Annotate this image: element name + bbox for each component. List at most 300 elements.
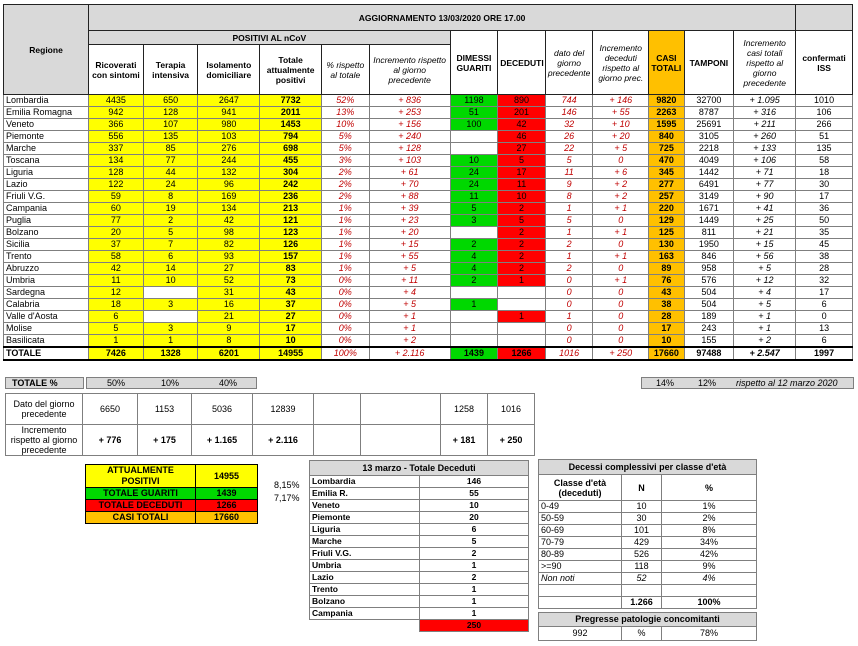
pathologies-symbol: %: [622, 627, 662, 641]
cell-cinc: + 12: [734, 275, 796, 287]
cell-perc: 0%: [322, 323, 370, 335]
cell-dec: 42: [498, 119, 546, 131]
cell-casi: 163: [649, 251, 684, 263]
cell-dec: 46: [498, 131, 546, 143]
legend-row-deceduti: [86, 500, 258, 512]
cell-name: Marche: [4, 143, 89, 155]
cell-ric: 942: [89, 107, 144, 119]
totale-pct-label-box: [5, 377, 84, 389]
cell-dinc: + 1: [593, 227, 649, 239]
cell-cinc: + 21: [734, 227, 796, 239]
cell-tot: 73: [260, 275, 322, 287]
deceased-value: 2: [420, 548, 529, 560]
cell-cinc: + 4: [734, 287, 796, 299]
cell-dinc: + 55: [593, 107, 649, 119]
region-row: [4, 167, 853, 179]
cell-prev: 2: [545, 239, 593, 251]
prev-iso: 5036: [192, 394, 253, 425]
cell-ter: 10: [143, 275, 198, 287]
cell-dec: 11: [498, 179, 546, 191]
cell-prev: 1: [545, 227, 593, 239]
cell-perc: 1%: [322, 215, 370, 227]
deceased-row: [310, 548, 529, 560]
region-row: [4, 203, 853, 215]
cell-perc: 13%: [322, 107, 370, 119]
incr-dec: + 250: [488, 425, 535, 456]
age-pct: 4%: [662, 573, 757, 585]
deceased-by-region-table: [309, 460, 529, 632]
cell-tot: 236: [260, 191, 322, 203]
cell-prev: 5: [545, 215, 593, 227]
cell-iso: 21: [198, 311, 260, 323]
cell-ric: 366: [89, 119, 144, 131]
region-row: [4, 311, 853, 323]
cell-casi: 43: [649, 287, 684, 299]
cell-iso: 16: [198, 299, 260, 311]
cell-perc: 2%: [322, 167, 370, 179]
cell-incr: + 23: [369, 215, 450, 227]
cell-prev: 0: [545, 335, 593, 348]
region-row: [4, 275, 853, 287]
age-title: Decessi complessivi per classe d'età: [539, 460, 757, 475]
cell-casi: 130: [649, 239, 684, 251]
deceased-row: [310, 560, 529, 572]
cell-perc: 1%: [322, 251, 370, 263]
cell-tamp: 155: [684, 335, 734, 348]
cell-iss: 13: [796, 323, 853, 335]
cell-dinc: + 146: [593, 95, 649, 107]
age-class-table: [538, 459, 757, 609]
cell-iss: 58: [796, 155, 853, 167]
cell-dec: [498, 323, 546, 335]
cell-ter: 7: [143, 239, 198, 251]
tamp-pct: 12%: [698, 378, 717, 388]
pathologies-table: [538, 612, 757, 641]
cell-iso: 103: [198, 131, 260, 143]
cell-prev: 146: [545, 107, 593, 119]
cell-dec: 1: [498, 311, 546, 323]
cell-tot: 1453: [260, 119, 322, 131]
cell-iso: 2647: [198, 95, 260, 107]
cell-tot: 83: [260, 263, 322, 275]
cell-dinc: 0: [593, 299, 649, 311]
cell-ter: 3: [143, 299, 198, 311]
cell-ric: 337: [89, 143, 144, 155]
cell-dec: 2: [498, 251, 546, 263]
cell-iso: 169: [198, 191, 260, 203]
cell-casi: 257: [649, 191, 684, 203]
age-row: [539, 537, 757, 549]
cell-dim: 3: [450, 215, 498, 227]
cell-cinc: + 25: [734, 215, 796, 227]
age-col-n: N: [622, 475, 662, 501]
cell-cinc: + 41: [734, 203, 796, 215]
cell-tamp: 504: [684, 287, 734, 299]
cell-dec: 2: [498, 239, 546, 251]
cell-dinc: + 5: [593, 143, 649, 155]
region-row: [4, 215, 853, 227]
cell-name: Friuli V.G.: [4, 191, 89, 203]
deceased-value: 20: [420, 512, 529, 524]
cell-casi: 2263: [649, 107, 684, 119]
cell-ter: [143, 311, 198, 323]
col-totale-positivi: Totale attualmente positivi: [260, 45, 322, 95]
cell-dim: [450, 131, 498, 143]
cell-dim: [450, 227, 498, 239]
region-row: [4, 143, 853, 155]
deceased-row: [310, 572, 529, 584]
cell-incr: + 5: [369, 299, 450, 311]
cell-dim: 2: [450, 239, 498, 251]
cell-perc: 0%: [322, 311, 370, 323]
cell-prev: 744: [545, 95, 593, 107]
col-regione: Regione: [4, 5, 89, 95]
cell-dinc: 0: [593, 287, 649, 299]
cell-cinc: + 1.095: [734, 95, 796, 107]
cell-prev: 0: [545, 323, 593, 335]
regional-data-table: [3, 4, 853, 361]
cell-iso: 9: [198, 323, 260, 335]
cell-tot: 242: [260, 179, 322, 191]
cell-name: Liguria: [4, 167, 89, 179]
age-row: [539, 561, 757, 573]
cell-ric: 11: [89, 275, 144, 287]
cell-iso: 6201: [198, 347, 260, 360]
cell-dinc: 0: [593, 239, 649, 251]
cell-ric: 20: [89, 227, 144, 239]
age-pct: 8%: [662, 525, 757, 537]
cell-casi: 125: [649, 227, 684, 239]
cell-casi: 725: [649, 143, 684, 155]
cell-dinc: + 6: [593, 167, 649, 179]
cell-perc: 2%: [322, 191, 370, 203]
cell-iss: 6: [796, 299, 853, 311]
incr-ric: + 776: [83, 425, 138, 456]
cell-incr: + 253: [369, 107, 450, 119]
col-isolamento: Isolamento domiciliare: [198, 45, 260, 95]
cell-prev: 1: [545, 203, 593, 215]
cell-tamp: 1671: [684, 203, 734, 215]
cell-iso: 8: [198, 335, 260, 348]
cell-tot: 27: [260, 311, 322, 323]
cell-incr: + 15: [369, 239, 450, 251]
cell-dinc: 0: [593, 263, 649, 275]
legend-label: CASI TOTALI: [86, 512, 196, 524]
incr-tot: + 2.116: [253, 425, 314, 456]
deceased-region: Friuli V.G.: [310, 548, 420, 560]
totale-pct-label: TOTALE %: [12, 378, 58, 388]
cell-incr: + 128: [369, 143, 450, 155]
col-dec-incr: Incremento deceduti rispetto al giorno prec.: [593, 31, 649, 95]
cell-cinc: + 5: [734, 263, 796, 275]
cell-incr: + 55: [369, 251, 450, 263]
cell-casi: 220: [649, 203, 684, 215]
cell-perc: 0%: [322, 335, 370, 348]
positivi-group-header: POSITIVI AL nCoV: [89, 31, 451, 45]
age-pct: 1%: [662, 501, 757, 513]
age-pct: 2%: [662, 513, 757, 525]
col-iss: confermati ISS: [796, 31, 853, 95]
cell-perc: 0%: [322, 275, 370, 287]
cell-tot: 213: [260, 203, 322, 215]
cell-tot: 14955: [260, 347, 322, 360]
cell-iso: 31: [198, 287, 260, 299]
region-row: [4, 299, 853, 311]
region-row: [4, 251, 853, 263]
cell-dinc: + 2: [593, 179, 649, 191]
region-row: [4, 179, 853, 191]
cell-name: Sardegna: [4, 287, 89, 299]
cell-iso: 98: [198, 227, 260, 239]
deceased-title: 13 marzo - Totale Deceduti: [310, 461, 529, 476]
col-deceduti: DECEDUTI: [498, 31, 546, 95]
cell-iso: 132: [198, 167, 260, 179]
cell-tot: 37: [260, 299, 322, 311]
cell-tamp: 504: [684, 299, 734, 311]
cell-tamp: 3149: [684, 191, 734, 203]
cell-iso: 27: [198, 263, 260, 275]
cell-tamp: 32700: [684, 95, 734, 107]
cell-ric: 18: [89, 299, 144, 311]
age-col-class: Classe d'età (deceduti): [539, 475, 622, 501]
cell-iso: 276: [198, 143, 260, 155]
cell-dinc: + 1: [593, 275, 649, 287]
cell-dec: 27: [498, 143, 546, 155]
cell-cinc: + 56: [734, 251, 796, 263]
region-row: [4, 287, 853, 299]
deceased-region: Liguria: [310, 524, 420, 536]
cell-perc: 2%: [322, 179, 370, 191]
cell-casi: 9820: [649, 95, 684, 107]
cell-iso: 134: [198, 203, 260, 215]
legend-label: ATTUALMENTE POSITIVI: [86, 465, 196, 488]
cell-dim: 4: [450, 263, 498, 275]
cell-tamp: 6491: [684, 179, 734, 191]
cell-dinc: + 1: [593, 251, 649, 263]
cell-ter: 2: [143, 215, 198, 227]
cell-prev: 0: [545, 287, 593, 299]
cell-cinc: + 260: [734, 131, 796, 143]
legend-value: 14955: [196, 465, 258, 488]
cell-incr: + 156: [369, 119, 450, 131]
totale-pct-ter: 10%: [161, 378, 180, 388]
cell-prev: 0: [545, 299, 593, 311]
cell-cinc: + 90: [734, 191, 796, 203]
cell-casi: 17: [649, 323, 684, 335]
age-n: 101: [622, 525, 662, 537]
region-row: [4, 191, 853, 203]
cell-tamp: 811: [684, 227, 734, 239]
col-casi-incr: Incremento casi totali rispetto al giorno precedente: [734, 31, 796, 95]
cell-ter: [143, 287, 198, 299]
cell-ric: 5: [89, 323, 144, 335]
region-row: [4, 155, 853, 167]
deceased-row: [310, 488, 529, 500]
deceased-value: 6: [420, 524, 529, 536]
legend-value: 1266: [196, 500, 258, 512]
cell-dim: 10: [450, 155, 498, 167]
cell-dim: [450, 143, 498, 155]
legend-row-positivi: [86, 465, 258, 488]
cell-perc: 52%: [322, 95, 370, 107]
incr-dim: + 181: [441, 425, 488, 456]
casi-pct: 14%: [656, 378, 675, 388]
col-incr: Incremento rispetto al giorno precedente: [369, 45, 450, 95]
cell-ter: 24: [143, 179, 198, 191]
deceased-region: Trento: [310, 584, 420, 596]
age-row: [539, 549, 757, 561]
age-class: 60-69: [539, 525, 622, 537]
cell-name: Umbria: [4, 275, 89, 287]
col-terapia: Terapia intensiva: [143, 45, 198, 95]
cell-incr: + 4: [369, 287, 450, 299]
cell-prev: 8: [545, 191, 593, 203]
cell-dinc: + 10: [593, 119, 649, 131]
cell-dec: 201: [498, 107, 546, 119]
cell-tamp: 97488: [684, 347, 734, 360]
cell-dec: 2: [498, 203, 546, 215]
age-class: >=90: [539, 561, 622, 573]
cell-dinc: 0: [593, 311, 649, 323]
deceased-value: 1: [420, 584, 529, 596]
cell-name: Trento: [4, 251, 89, 263]
cell-perc: 1%: [322, 203, 370, 215]
deceased-region: Veneto: [310, 500, 420, 512]
cell-ter: 1328: [143, 347, 198, 360]
cell-dim: 2: [450, 275, 498, 287]
deceased-value: 1: [420, 596, 529, 608]
cell-dinc: + 1: [593, 203, 649, 215]
prev-ric: 6650: [83, 394, 138, 425]
cell-iss: 0: [796, 311, 853, 323]
legend-label: TOTALE DECEDUTI: [86, 500, 196, 512]
col-tamponi: TAMPONI: [684, 31, 734, 95]
deceased-region: Piemonte: [310, 512, 420, 524]
cell-prev: 32: [545, 119, 593, 131]
age-row: [539, 501, 757, 513]
cell-iso: 42: [198, 215, 260, 227]
cell-casi: 89: [649, 263, 684, 275]
cell-ter: 107: [143, 119, 198, 131]
previous-day-table: [5, 393, 535, 456]
age-pct: 34%: [662, 537, 757, 549]
pathologies-pct: 78%: [662, 627, 757, 641]
cell-iss: 36: [796, 203, 853, 215]
cell-incr: + 1: [369, 323, 450, 335]
cell-tamp: 243: [684, 323, 734, 335]
cell-tamp: 2218: [684, 143, 734, 155]
cell-tot: 10: [260, 335, 322, 348]
cell-cinc: + 316: [734, 107, 796, 119]
cell-dec: [498, 299, 546, 311]
totale-pct-ric: 50%: [107, 378, 126, 388]
age-class: 70-79: [539, 537, 622, 549]
cell-cinc: + 1: [734, 323, 796, 335]
cell-ric: 134: [89, 155, 144, 167]
cell-iss: 17: [796, 191, 853, 203]
region-row: [4, 227, 853, 239]
age-pct: 42%: [662, 549, 757, 561]
col-dimessi: DIMESSI GUARITI: [450, 31, 498, 95]
cell-dec: 2: [498, 263, 546, 275]
cell-dec: 5: [498, 215, 546, 227]
cell-dinc: 0: [593, 335, 649, 348]
cell-prev: 11: [545, 167, 593, 179]
deceased-value: 55: [420, 488, 529, 500]
cell-name: Molise: [4, 323, 89, 335]
incr-iso: + 1.165: [192, 425, 253, 456]
cell-casi: 345: [649, 167, 684, 179]
cell-perc: 0%: [322, 299, 370, 311]
cell-iss: 45: [796, 239, 853, 251]
cell-casi: 17660: [649, 347, 684, 360]
cell-tot: 455: [260, 155, 322, 167]
cell-cinc: + 211: [734, 119, 796, 131]
cell-name: Veneto: [4, 119, 89, 131]
cell-name: Bolzano: [4, 227, 89, 239]
age-class: 0-49: [539, 501, 622, 513]
cell-tot: 7732: [260, 95, 322, 107]
cell-incr: + 240: [369, 131, 450, 143]
cell-tamp: 846: [684, 251, 734, 263]
casi-pct-box: [641, 377, 854, 389]
deceased-row: [310, 584, 529, 596]
prev-tot: 12839: [253, 394, 314, 425]
cell-ter: 128: [143, 107, 198, 119]
deceased-value: 1: [420, 560, 529, 572]
cell-casi: 38: [649, 299, 684, 311]
cell-dim: 1198: [450, 95, 498, 107]
legend-row-casi: [86, 512, 258, 524]
cell-tot: 17: [260, 323, 322, 335]
cell-name: Valle d'Aosta: [4, 311, 89, 323]
cell-name: Lombardia: [4, 95, 89, 107]
cell-tot: 157: [260, 251, 322, 263]
cell-casi: 10: [649, 335, 684, 348]
cell-tamp: 8787: [684, 107, 734, 119]
cell-prev: 1: [545, 251, 593, 263]
deceased-region: Lombardia: [310, 476, 420, 488]
cell-tamp: 1442: [684, 167, 734, 179]
cell-ter: 135: [143, 131, 198, 143]
cell-perc: 0%: [322, 287, 370, 299]
pathologies-title: Pregresse patologie concomitanti: [539, 613, 757, 627]
cell-incr: + 11: [369, 275, 450, 287]
cell-dim: 100: [450, 119, 498, 131]
cell-incr: + 2: [369, 335, 450, 348]
cell-ric: 122: [89, 179, 144, 191]
cell-dim: 24: [450, 179, 498, 191]
cell-dim: 1: [450, 299, 498, 311]
age-col-pct: %: [662, 475, 757, 501]
deceased-row: [310, 476, 529, 488]
cell-iss: 135: [796, 143, 853, 155]
cell-prev: 0: [545, 275, 593, 287]
col-ricoverati: Ricoverati con sintomi: [89, 45, 144, 95]
cell-tot: 2011: [260, 107, 322, 119]
cell-incr: + 5: [369, 263, 450, 275]
cell-casi: 28: [649, 311, 684, 323]
region-row: [4, 107, 853, 119]
cell-incr: + 20: [369, 227, 450, 239]
deceased-region: Bolzano: [310, 596, 420, 608]
cell-iss: 6: [796, 335, 853, 348]
cell-incr: + 2.116: [369, 347, 450, 360]
cell-ter: 44: [143, 167, 198, 179]
region-row: [4, 263, 853, 275]
deceased-row: [310, 608, 529, 620]
age-row: [539, 525, 757, 537]
